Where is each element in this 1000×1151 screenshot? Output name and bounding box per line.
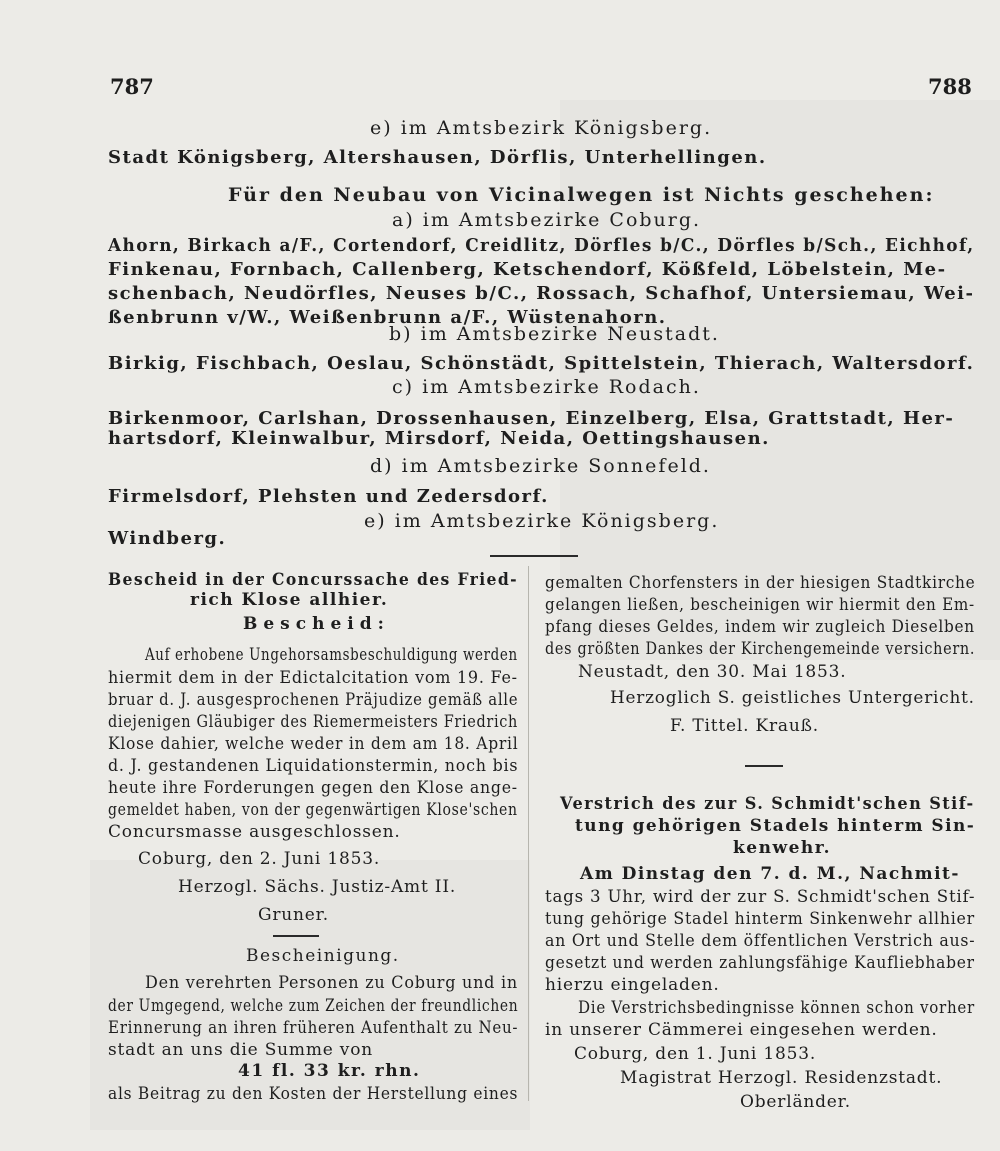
notice-divider	[273, 935, 319, 937]
notice-title: Bescheinigung.	[246, 946, 400, 966]
notice-authority: Herzogl. Sächs. Justiz-Amt II.	[178, 877, 457, 897]
notice-date: Neustadt, den 30. Mai 1853.	[578, 662, 847, 682]
notice-text-line: stadt an uns die Summe von	[108, 1040, 373, 1060]
place-list: Firmelsdorf, Plehsten und Zedersdorf.	[108, 486, 549, 507]
page-number-right: 788	[928, 74, 972, 99]
notice-text-line: gemeldet haben, von der gegenwärtigen Klose'schen	[108, 800, 518, 820]
notice-signature: Gruner.	[258, 905, 329, 925]
section-heading: Für den Neubau von Vicinalwegen ist Nichts geschehen:	[228, 184, 935, 206]
notice-authority: Herzoglich S. geistliches Untergericht.	[610, 688, 975, 708]
notice-text-line: in unserer Cämmerei eingesehen werden.	[545, 1020, 938, 1040]
section-divider	[490, 555, 578, 557]
district-heading: d) im Amtsbezirke Sonnefeld.	[370, 455, 711, 477]
notice-text-line: Auf erhobene Ungehorsamsbeschuldigung werden	[145, 645, 518, 665]
notice-text-line: gesetzt und werden zahlungsfähige Kaufliebhaber	[545, 953, 975, 973]
notice-title: tung gehörigen Stadels hinterm Sin-	[575, 816, 976, 836]
place-list: Windberg.	[108, 528, 227, 549]
notice-text-line: Am Dinstag den 7. d. M., Nachmit-	[580, 864, 960, 884]
notice-text-line: als Beitrag zu den Kosten der Herstellung eines	[108, 1084, 519, 1104]
notice-date: Coburg, den 1. Juni 1853.	[574, 1044, 817, 1064]
notice-text-line: tung gehörige Stadel hinterm Sinkenwehr allhier	[545, 909, 975, 929]
place-list: Finkenau, Fornbach, Callenberg, Ketschendorf, Kößfeld, Löbelstein, Me-	[108, 259, 947, 280]
notice-subheading: Bescheid:	[243, 614, 390, 634]
notice-text-line: gelangen ließen, bescheinigen wir hiermit den Em-	[545, 595, 975, 615]
notice-text-line: der Umgegend, welche zum Zeichen der freundlichen	[108, 996, 519, 1016]
notice-text-line: diejenigen Gläubiger des Riemermeisters Friedrich	[108, 712, 519, 732]
notice-text-line: des größten Dankes der Kirchengemeinde versichern.	[545, 639, 976, 659]
notice-signature: F. Tittel. Krauß.	[670, 716, 819, 736]
notice-text-line: heute ihre Forderungen gegen den Klose ange-	[108, 778, 518, 798]
notice-amount: 41 fl. 33 kr. rhn.	[238, 1061, 421, 1081]
notice-authority: Magistrat Herzogl. Residenzstadt.	[620, 1068, 943, 1088]
notice-title: rich Klose allhier.	[190, 590, 389, 610]
notice-text-line: hiermit dem in der Edictalcitation vom 19. Fe-	[108, 668, 518, 688]
district-heading: e) im Amtsbezirke Königsberg.	[364, 510, 720, 532]
notice-title: Verstrich des zur S. Schmidt'schen Stif-	[560, 794, 975, 814]
notice-text-line: bruar d. J. ausgesprochenen Präjudize gemäß alle	[108, 690, 519, 710]
notice-date: Coburg, den 2. Juni 1853.	[138, 849, 381, 869]
notice-text-line: Erinnerung an ihren früheren Aufenthalt zu Neu-	[108, 1018, 519, 1038]
place-list: ßenbrunn v/W., Weißenbrunn a/F., Wüstenahorn.	[108, 307, 667, 328]
notice-text-line: Concursmasse ausgeschlossen.	[108, 822, 401, 842]
notice-text-line: gemalten Chorfensters in der hiesigen Stadtkirche	[545, 573, 976, 593]
column-separator	[528, 566, 529, 1101]
place-list: Birkenmoor, Carlshan, Drossenhausen, Einzelberg, Elsa, Grattstadt, Her-	[108, 408, 955, 429]
district-heading: b) im Amtsbezirke Neustadt.	[389, 323, 720, 345]
page-number-left: 787	[110, 74, 154, 99]
notice-text-line: hierzu eingeladen.	[545, 975, 720, 995]
place-list: Ahorn, Birkach a/F., Cortendorf, Creidlitz, Dörfles b/C., Dörfles b/Sch., Eichhof,	[108, 235, 975, 256]
district-heading: c) im Amtsbezirke Rodach.	[392, 376, 701, 398]
place-list: hartsdorf, Kleinwalbur, Mirsdorf, Neida, Oettingshausen.	[108, 428, 770, 449]
place-list: Stadt Königsberg, Altershausen, Dörflis, Unterhellingen.	[108, 147, 767, 168]
notice-text-line: tags 3 Uhr, wird der zur S. Schmidt'schen Stif-	[545, 887, 976, 907]
place-list: Birkig, Fischbach, Oeslau, Schönstädt, Spittelstein, Thierach, Waltersdorf.	[108, 353, 975, 374]
section-heading: e) im Amtsbezirk Königsberg.	[370, 117, 713, 139]
notice-signature: Oberländer.	[740, 1092, 851, 1112]
notice-text-line: pfang dieses Geldes, indem wir zugleich Dieselben	[545, 617, 975, 637]
district-heading: a) im Amtsbezirke Coburg.	[392, 209, 702, 231]
place-list: schenbach, Neudörfles, Neuses b/C., Rossach, Schafhof, Untersiemau, Wei-	[108, 283, 975, 304]
notice-text-line: Die Verstrichsbedingnisse können schon vorher	[578, 998, 975, 1018]
notice-text-line: Klose dahier, welche weder in dem am 18. April	[108, 734, 519, 754]
notice-title: Bescheid in der Concurssache des Fried-	[108, 570, 518, 590]
notice-text-line: an Ort und Stelle dem öffentlichen Verstrich aus-	[545, 931, 976, 951]
notice-divider	[745, 765, 783, 767]
notice-title: kenwehr.	[733, 838, 832, 858]
notice-text-line: Den verehrten Personen zu Coburg und in	[145, 973, 518, 993]
notice-text-line: d. J. gestandenen Liquidationstermin, noch bis	[108, 756, 519, 776]
